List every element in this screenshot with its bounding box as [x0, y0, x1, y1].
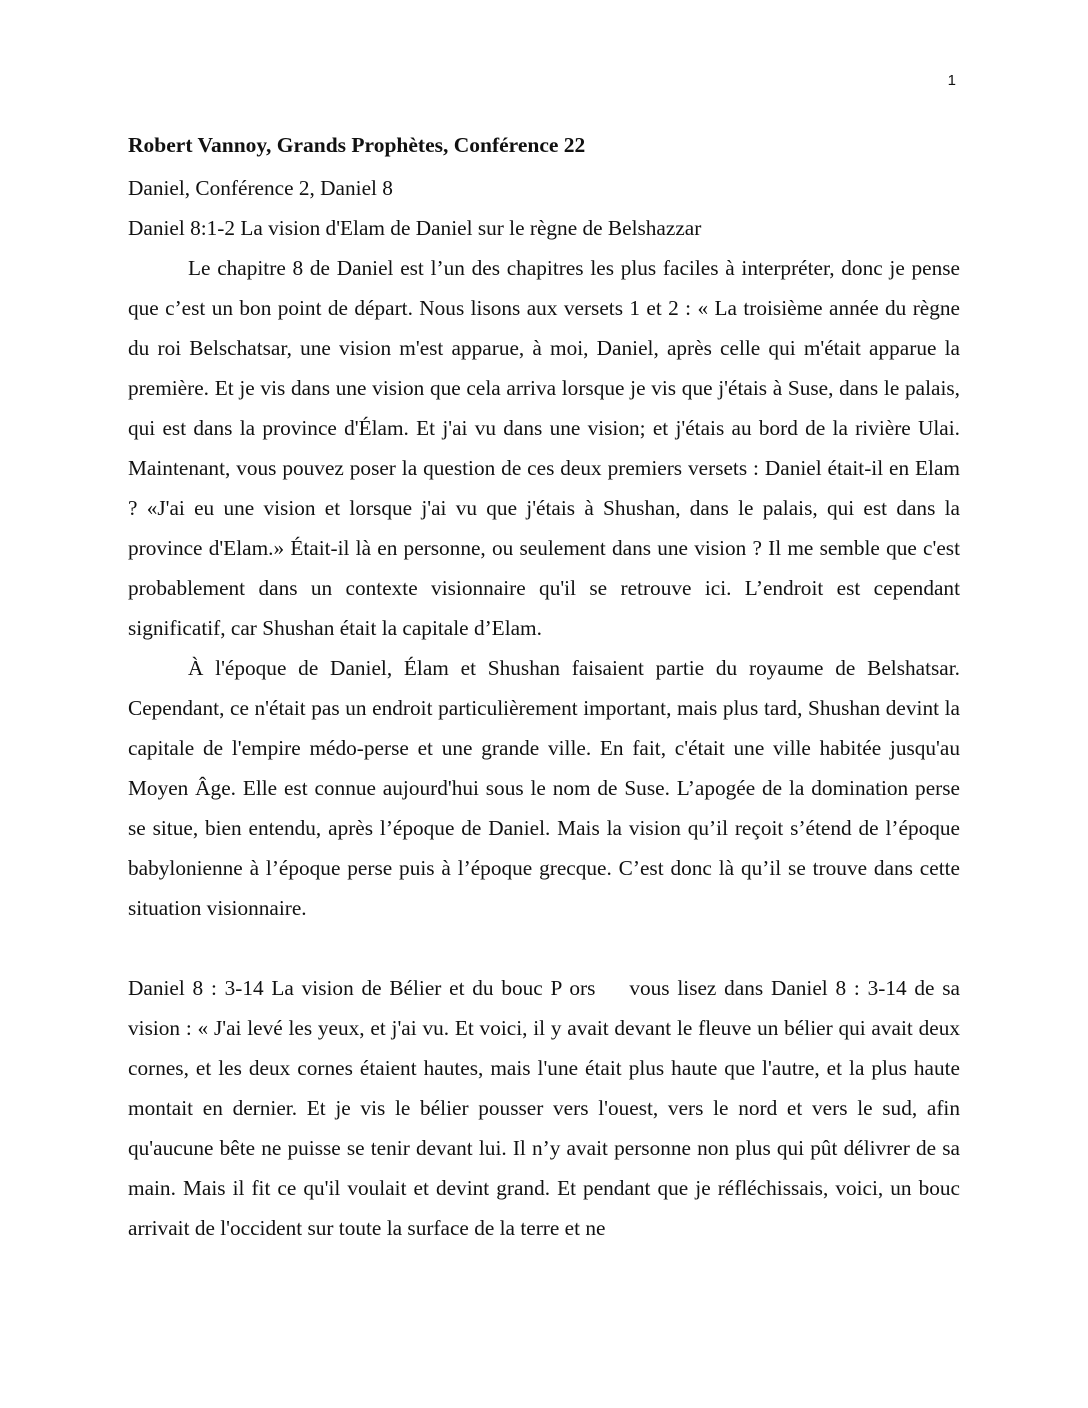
paragraph-1: Le chapitre 8 de Daniel est l’un des chapitres les plus faciles à interpréter, donc je pense que c’est un bon point de départ. Nous lisons aux versets 1 et 2 : « La troisième année du règne du roi Belschatsar, une vision m'est apparue, à moi, Daniel, après celle qui m'était apparue la première. Et je vis dans une vision que cela arriva lorsque je vis que j'étais à Suse, dans le palais, qui est dans la province d'Élam. Et j'ai vu dans une vision; et j'étais au bord de la rivière Ulai. Maintenant, vous pouvez poser la question de ces deux premiers versets : Daniel était-il en Elam ? «J'ai eu une vision et lorsque j'ai vu que j'étais à Shushan, dans le palais, qui est dans la province d'Elam.» Était-il là en personne, ou seulement dans une vision ? Il me semble que c'est probablement dans un contexte visionnaire qu'il se retrouve ici. L’endroit est cependant significatif, car Shushan était la capitale d’Elam. — [128, 256, 960, 640]
document-subtitle: Daniel, Conférence 2, Daniel 8 — [128, 176, 393, 200]
paragraph-spacer — [128, 928, 960, 968]
paragraph-2: À l'époque de Daniel, Élam et Shushan faisaient partie du royaume de Belshatsar. Cependant, ce n'était pas un endroit particulièrement important, mais plus tard, Shushan devint la capitale de l'empire médo-perse et une grande ville. En fait, c'était une ville habitée jusqu'au Moyen Âge. Elle est connue aujourd'hui sous le nom de Suse. L’apogée de la domination perse se situe, bien entendu, après l’époque de Daniel. Mais la vision qu’il reçoit s’étend de l’époque babylonienne à l’époque perse puis à l’époque grecque. C’est donc là qu’il se trouve dans cette situation visionnaire. — [128, 656, 960, 920]
paragraph-3-lead: vous lisez dans Daniel 8 : 3-14 de — [629, 976, 935, 1000]
paragraph-3-text: sa vision : « J'ai levé les yeux, et j'ai vu. Et voici, il y avait devant le fleuve un bélier qui avait deux cornes, et les deux cornes étaient hautes, mais l'une était plus haute que l'autre, et la plus haute montait en dernier. Et je vis le bélier pousser vers l'ouest, vers le nord et vers le sud, afin qu'aucune bête ne puisse se tenir devant lui. Il n’y avait personne non plus qui pût délivrer de sa main. Mais il fit ce qu'il voulait et devint grand. Et pendant que je réfléchissais, voici, un bouc arrivait de l'occident sur toute la surface de la terre et ne — [128, 976, 960, 1240]
document-body — [128, 128, 960, 1248]
paragraph-3 — [128, 968, 960, 1248]
section-heading-1: Daniel 8:1-2 La vision d'Elam de Daniel sur le règne de Belshazzar — [128, 216, 702, 240]
document-title: Robert Vannoy, Grands Prophètes, Conférence 22 — [128, 133, 586, 157]
section-heading-2: Daniel 8 : 3-14 La vision de Bélier et du bouc P ors — [128, 976, 596, 1000]
page-number: 1 — [947, 72, 956, 89]
